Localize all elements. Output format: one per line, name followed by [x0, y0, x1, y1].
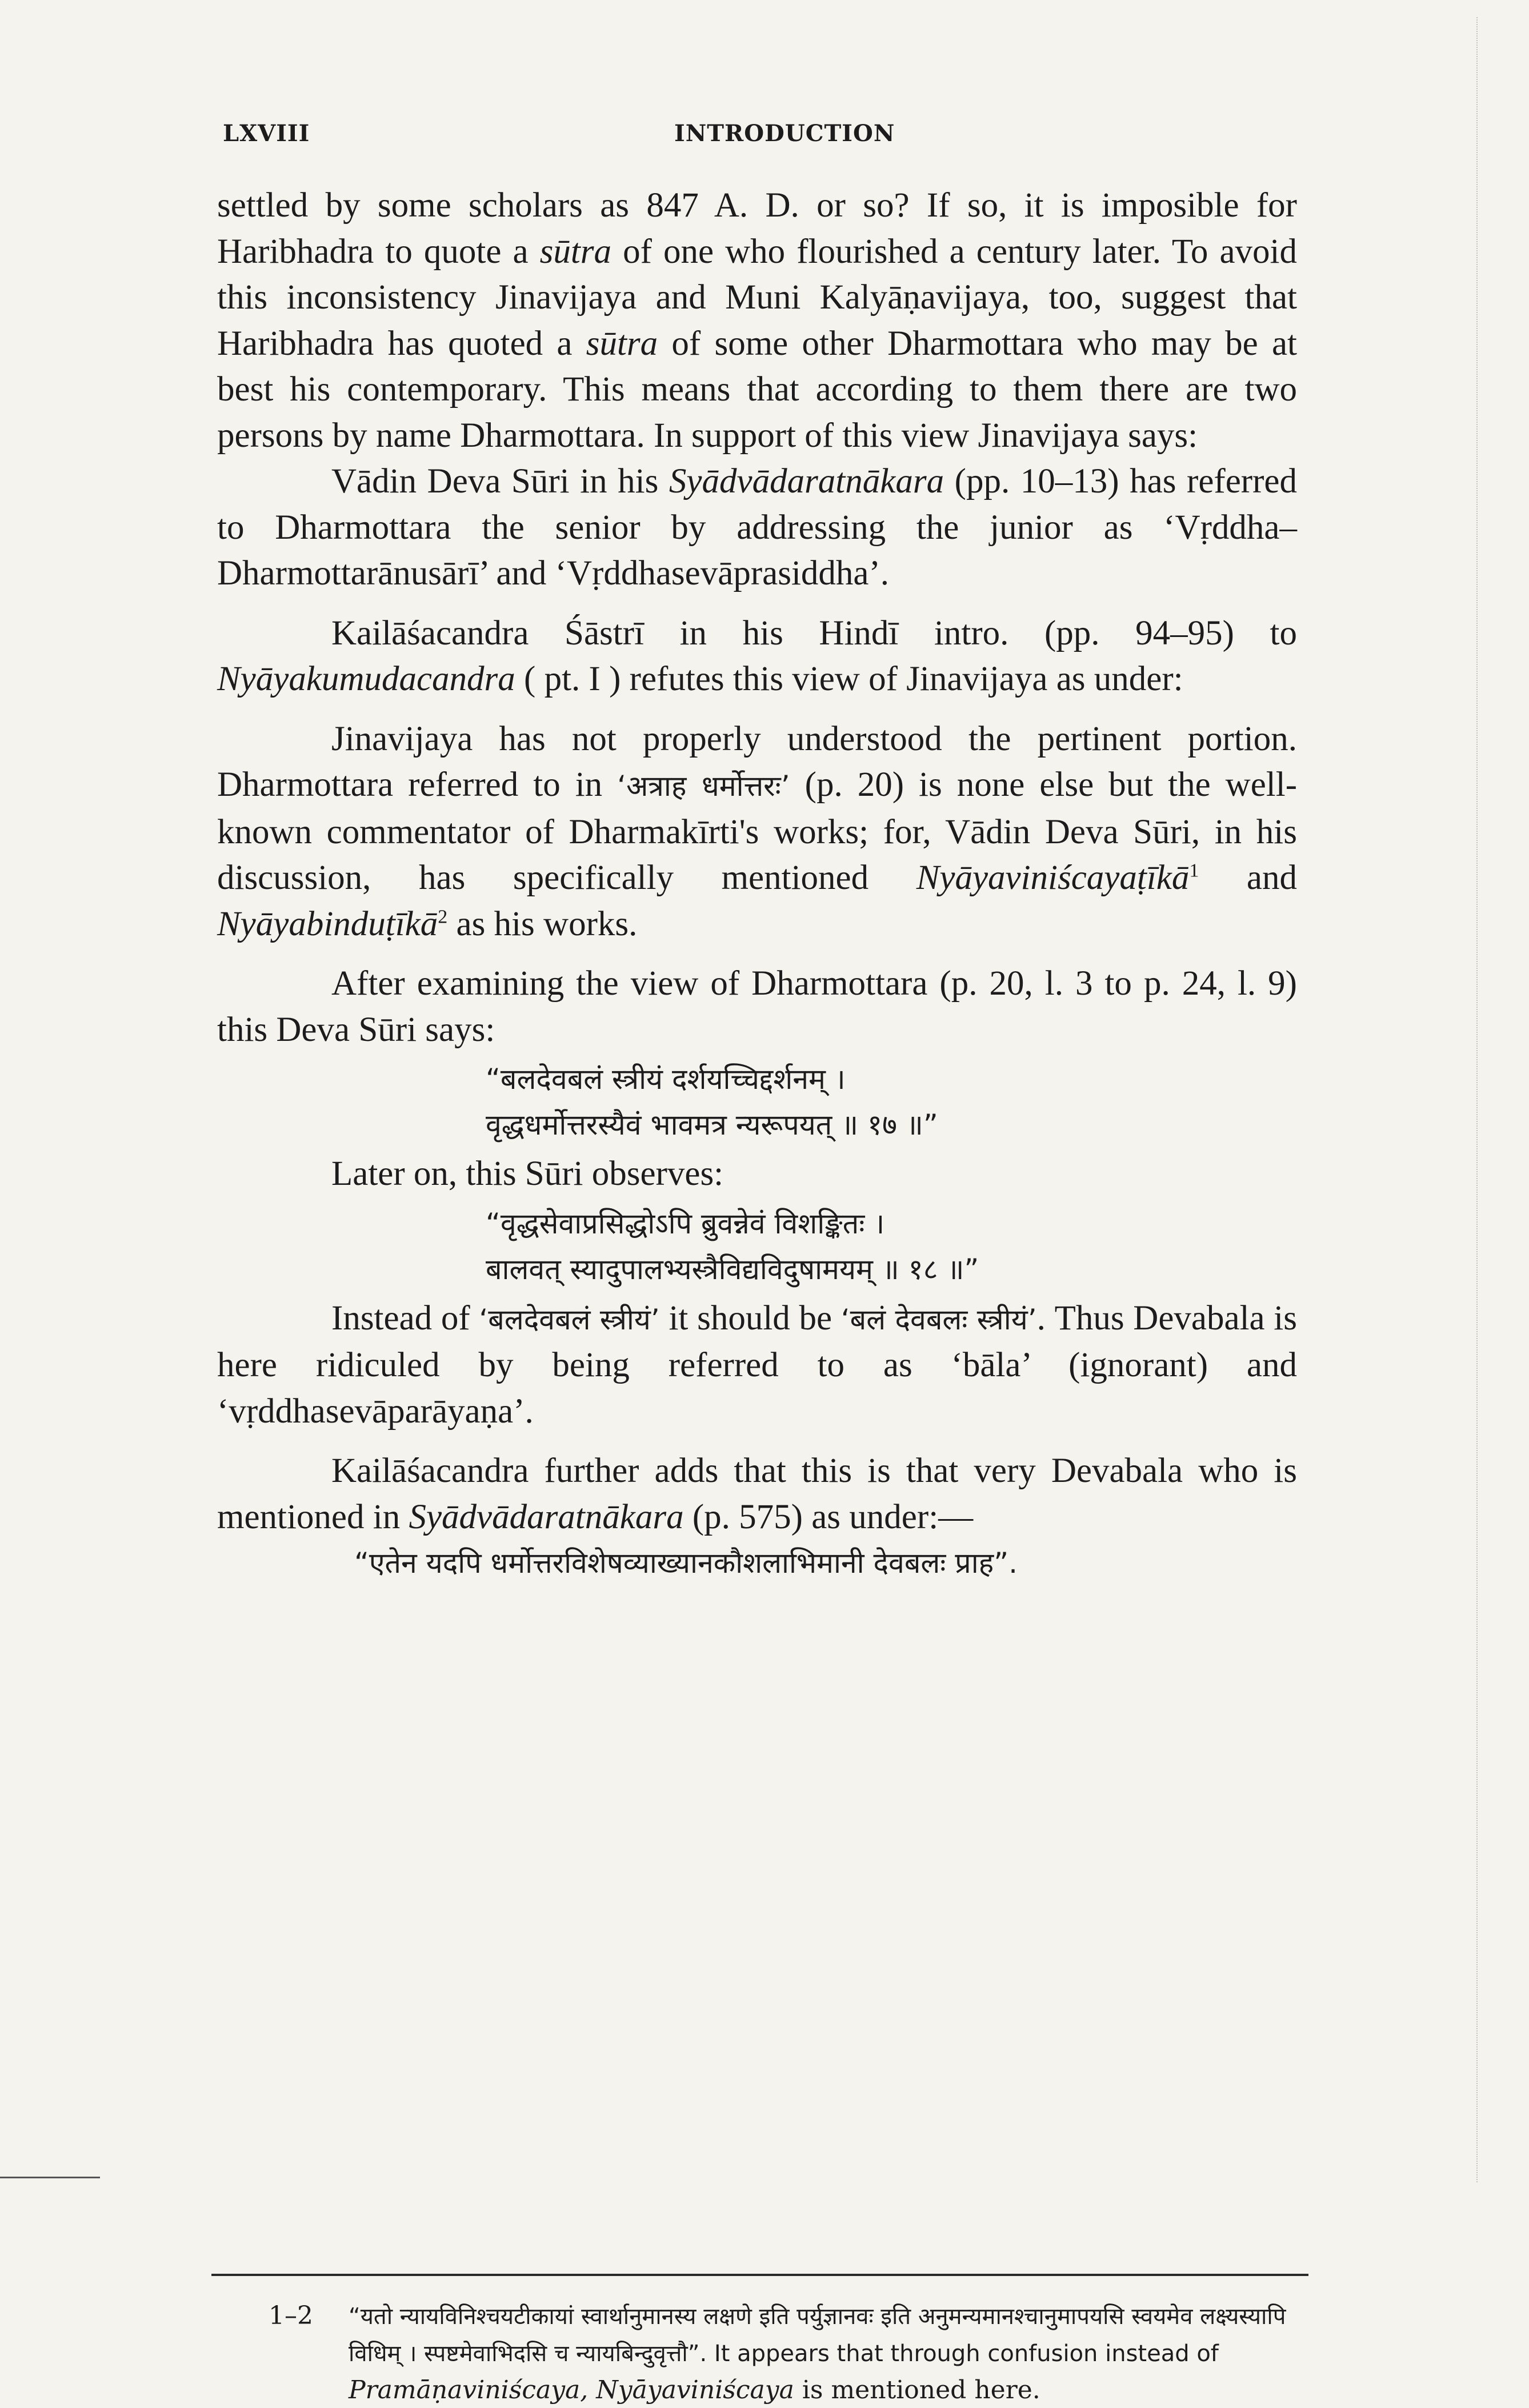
text: . Thus Devabala is here ridiculed by being referred to as ‘bāla’ (ignorant) and ‘vṛddhasevāparāyaṇa’. [217, 1299, 1297, 1431]
text: Later on, this Sūri observes: [331, 1155, 724, 1193]
verse-17 [217, 1056, 1297, 1148]
sanskrit-quote: ‘बलदेवबलं स्त्रीयं’ [479, 1303, 660, 1336]
paragraph-4 [217, 716, 1297, 948]
text: After examining the view of Dharmottara (p. 20, l. 3 to p. 24, l. 9) this Deva Sūri says: [217, 964, 1297, 1049]
footnote-text [349, 2298, 1297, 2408]
text: (pp. 10–13) has referred to Dharmottara the senior by addressing the junior as ‘Vṛddha–Dharmottarānusārī’ and ‘Vṛddhasevāprasiddha’. [217, 462, 1297, 592]
italic-term: sūtra [539, 232, 612, 271]
paragraph-8 [217, 1448, 1297, 1540]
page-body [217, 183, 1297, 1586]
text: of one who flourished a century later. To avoid this inconsistency Jinavijaya and Muni Kalyāṇavijaya, too, suggest that Haribhadra has quoted a [217, 232, 1297, 363]
text: Kailāśacandra Śāstrī in his Hindī intro. (pp. 94–95) to [331, 614, 1297, 652]
text: Vādin Deva Sūri in his [331, 462, 669, 500]
final-quote: “एतेन यदपि धर्मोत्तरविशेषव्याख्यानकौशलाभिमानी देवबलः प्राह”. [354, 1546, 1018, 1580]
text: (p. 20) is none else but the well-known commentator of Dharmakīrti's works; for, Vādin Deva Sūri, in his discussion, has specifically mentioned [217, 766, 1298, 897]
sanskrit-quote: ‘अत्राह धर्मोत्तरः’ [617, 770, 790, 803]
paragraph-5 [217, 961, 1297, 1053]
footnote-ref: 2 [438, 906, 448, 928]
verse-line: “बलदेवबलं स्त्रीयं दर्शयच्चिद्दर्शनम् । [486, 1063, 846, 1096]
text: “यतो न्यायविनिश्चयटीकायां स्वार्थानुमानस्य लक्षणे इति पर्युज्ञानवः इति अनुमन्यमानश्चानुमापयसि स्वयमेव लक्ष्यस्यापि विधिम् । स्पष्टमेवाभिदसि च न्यायबिन्दुवृत्तौ”. It appears that through confusion instead of [349, 2303, 1286, 2367]
text: settled by some scholars as 847 A. D. or so? If so, it is imposible for Haribhadra to quote a [217, 186, 1297, 271]
text: it should be [659, 1299, 841, 1337]
text: Jinavijaya has not properly understood the pertinent portion. Dharmottara referred to in [217, 719, 1297, 804]
verse-line: बालवत् स्यादुपालभ्यस्त्रैविद्यविदुषामयम् ॥ १८ ॥” [486, 1252, 979, 1286]
italic-title: Pramāṇaviniścaya, Nyāyaviniścaya [349, 2375, 794, 2405]
page-number: LXVIII [223, 120, 310, 147]
paragraph-3 [217, 611, 1297, 703]
footnote-rule [211, 2274, 1308, 2276]
paragraph-7 [217, 1296, 1297, 1435]
text: of some other Dharmottara who may be at best his contemporary. This means that according to them there are two persons by name Dharmottara. In support of this view Jinavijaya says: [217, 324, 1297, 455]
text: ( pt. I ) refutes this view of Jinavijaya as under: [515, 660, 1183, 698]
text: Instead of [331, 1299, 479, 1337]
text: is mentioned here. [794, 2375, 1040, 2405]
paragraph-2 [217, 459, 1297, 597]
verse-line: “वृद्धसेवाप्रसिद्धोऽपि ब्रुवन्नेवं विशङ्कितः । [486, 1207, 885, 1240]
sanskrit-quote: ‘बलं देवबलः स्त्रीयं’ [840, 1303, 1037, 1336]
italic-title: Syādvādaratnākara [409, 1497, 684, 1536]
italic-title: Nyāyakumudacandra [217, 660, 515, 698]
page-header [206, 109, 1308, 160]
text: as his works. [447, 904, 638, 943]
italic-term: sūtra [586, 324, 658, 363]
text: and [1199, 859, 1298, 897]
italic-title: Syādvādaratnākara [669, 462, 944, 500]
text: (p. 575) as under:— [683, 1497, 974, 1536]
scan-corner-mark [0, 2177, 100, 2178]
paragraph-1 [217, 183, 1297, 459]
footnote [269, 2298, 1297, 2408]
italic-title: Nyāyabinduṭīkā [217, 904, 438, 943]
paragraph-6 [217, 1151, 1297, 1197]
verse-line: वृद्धधर्मोत्तरस्यैवं भावमत्र न्यरूपयत् ॥ १७ ॥” [486, 1108, 938, 1141]
book-page [206, 109, 1308, 2405]
footnote-number: 1–2 [269, 2301, 313, 2330]
scan-edge-artifact [1476, 17, 1506, 2182]
italic-title: Nyāyaviniścayaṭīkā [916, 859, 1190, 897]
text: Kailāśacandra further adds that this is that very Devabala who is mentioned in [217, 1452, 1297, 1536]
running-title: INTRODUCTION [674, 120, 895, 147]
footnote-ref: 1 [1189, 860, 1199, 882]
verse-18 [217, 1201, 1297, 1292]
